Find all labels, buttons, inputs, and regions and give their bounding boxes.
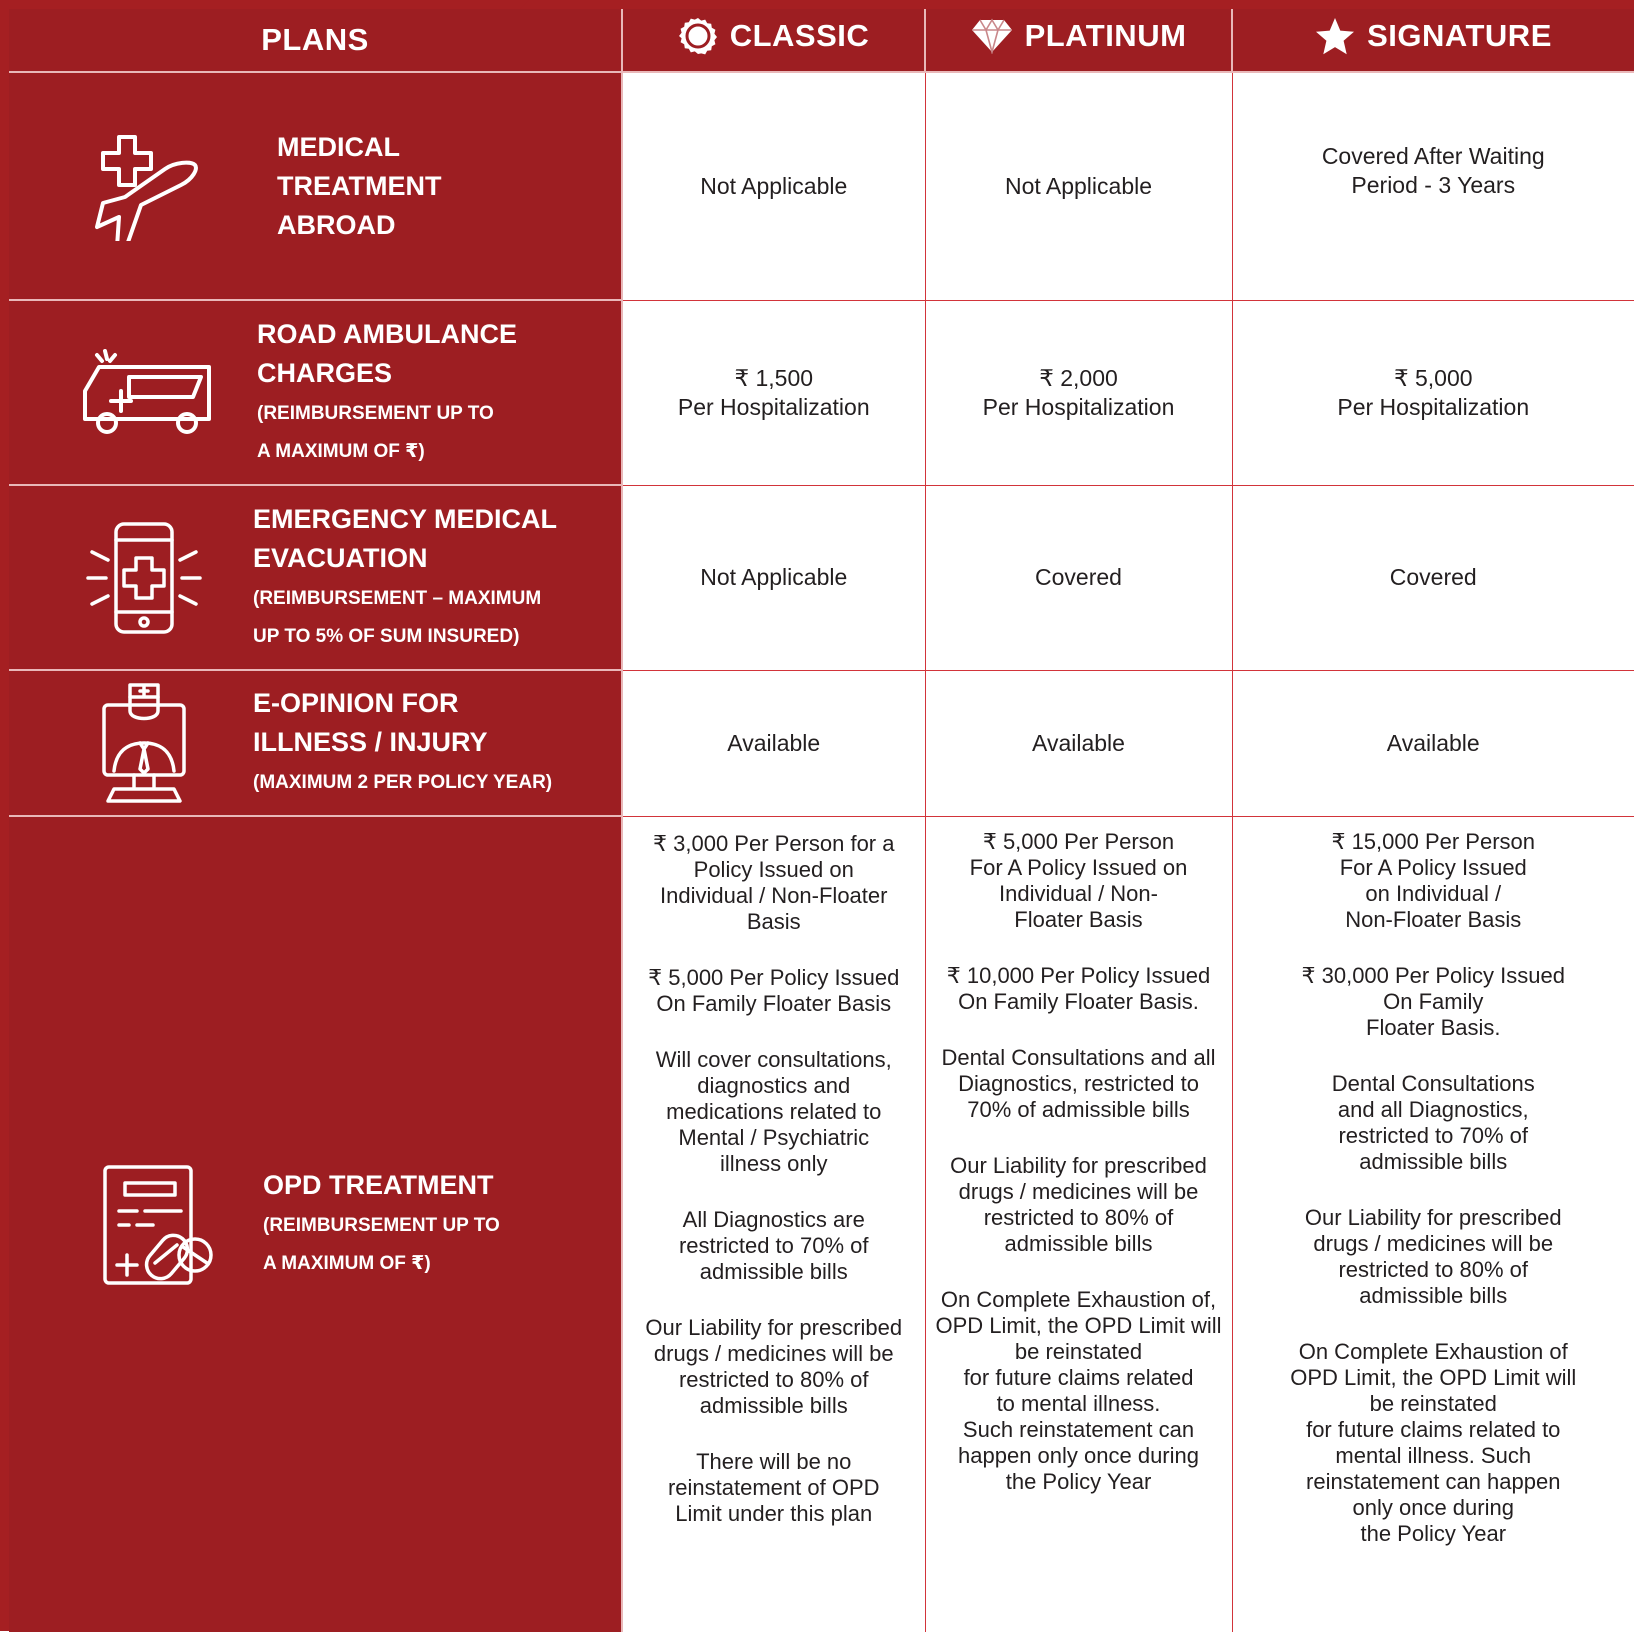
column-header-signature <box>1232 9 1634 72</box>
row-label-medical-treatment-abroad <box>9 72 622 300</box>
row-subtitle: (MAXIMUM 2 PER POLICY YEAR) <box>253 764 621 802</box>
badge-circle-icon <box>678 16 718 56</box>
opd-paragraph: All Diagnostics are restricted to 70% of admissible bills <box>623 1207 925 1285</box>
row-e-opinion <box>9 670 1634 816</box>
cell-platinum-ambulance: ₹ 2,000 Per Hospitalization <box>925 300 1232 485</box>
opd-paragraph: ₹ 30,000 Per Policy Issued On Family Floater Basis. <box>1233 963 1634 1041</box>
row-subtitle: (REIMBURSEMENT UP TO A MAXIMUM OF ₹) <box>263 1207 621 1283</box>
opd-signature-list <box>1233 817 1634 1547</box>
mobile-medical-icon <box>39 518 249 638</box>
column-header-platinum <box>925 9 1232 72</box>
cell-classic-evacuation: Not Applicable <box>622 485 925 670</box>
opd-paragraph: On Complete Exhaustion of OPD Limit, the OPD Limit will be reinstated for future claims related to mental illness. Such reinstatement can happen only once during the Policy Year <box>1233 1339 1634 1547</box>
row-opd-treatment <box>9 816 1634 1632</box>
opd-paragraph: There will be no reinstatement of OPD Limit under this plan <box>623 1449 925 1527</box>
opd-platinum-list <box>926 817 1232 1495</box>
opd-paragraph: Dental Consultations and all Diagnostics, restricted to 70% of admissible bills <box>1233 1071 1634 1175</box>
plane-medical-cross-icon <box>49 131 259 241</box>
cell-platinum-opd <box>925 816 1232 1632</box>
cell-classic-ambulance: ₹ 1,500 Per Hospitalization <box>622 300 925 485</box>
opd-paragraph: On Complete Exhaustion of, OPD Limit, the OPD Limit will be reinstated for future claims related to mental illness. Such reinstatement can happen only once during the Policy Year <box>926 1287 1232 1495</box>
cell-platinum-evacuation: Covered <box>925 485 1232 670</box>
cell-classic-opd <box>622 816 925 1632</box>
classic-label: CLASSIC <box>730 18 870 54</box>
top-accent-bar <box>0 0 1634 9</box>
plans-label: PLANS <box>261 22 369 58</box>
opd-paragraph: ₹ 3,000 Per Person for a Policy Issued on Individual / Non-Floater Basis <box>623 831 925 935</box>
ambulance-icon <box>39 345 249 440</box>
row-medical-treatment-abroad <box>9 72 1634 300</box>
cell-platinum-medical-abroad: Not Applicable <box>925 72 1232 300</box>
row-title: ROAD AMBULANCE CHARGES <box>257 315 621 393</box>
opd-paragraph: ₹ 10,000 Per Policy Issued On Family Floater Basis. <box>926 963 1232 1015</box>
cell-signature-opd <box>1232 816 1634 1632</box>
cell-signature-ambulance: ₹ 5,000 Per Hospitalization <box>1232 300 1634 485</box>
diamond-icon <box>971 18 1013 54</box>
opd-paragraph: Dental Consultations and all Diagnostics, restricted to 70% of admissible bills <box>926 1045 1232 1123</box>
top-accent-notch <box>520 0 529 9</box>
row-subtitle: (REIMBURSEMENT UP TO A MAXIMUM OF ₹) <box>257 395 621 471</box>
row-road-ambulance-charges <box>9 300 1634 485</box>
cell-platinum-eopinion: Available <box>925 670 1232 816</box>
column-header-classic <box>622 9 925 72</box>
cell-classic-medical-abroad: Not Applicable <box>622 72 925 300</box>
star-icon <box>1315 17 1355 55</box>
platinum-label: PLATINUM <box>1025 18 1187 54</box>
table-header-row <box>9 9 1634 72</box>
opd-paragraph: Our Liability for prescribed drugs / medicines will be restricted to 80% of admissible bills <box>623 1315 925 1419</box>
row-emergency-medical-evacuation <box>9 485 1634 670</box>
cell-signature-eopinion: Available <box>1232 670 1634 816</box>
row-label-opd-treatment <box>9 816 622 1632</box>
cell-signature-evacuation: Covered <box>1232 485 1634 670</box>
row-title: MEDICAL TREATMENT ABROAD <box>277 128 621 245</box>
cell-classic-eopinion: Available <box>622 670 925 816</box>
opd-paragraph: Our Liability for prescribed drugs / medicines will be restricted to 80% of admissible bills <box>1233 1205 1634 1309</box>
column-header-plans <box>9 9 622 72</box>
row-title: OPD TREATMENT <box>263 1166 621 1205</box>
opd-paragraph: Will cover consultations, diagnostics and medications related to Mental / Psychiatric illness only <box>623 1047 925 1177</box>
opd-paragraph: Our Liability for prescribed drugs / medicines will be restricted to 80% of admissible bills <box>926 1153 1232 1257</box>
row-label-emergency-evacuation <box>9 485 622 670</box>
doctor-computer-icon <box>39 681 249 805</box>
left-accent-strip <box>0 0 9 1631</box>
opd-paragraph: ₹ 15,000 Per Person For A Policy Issued on Individual / Non-Floater Basis <box>1233 829 1634 933</box>
opd-classic-list <box>623 817 925 1527</box>
cell-signature-medical-abroad: Covered After Waiting Period - 3 Years <box>1232 72 1634 300</box>
plans-comparison-table <box>9 9 1634 1632</box>
opd-paragraph: ₹ 5,000 Per Policy Issued On Family Floater Basis <box>623 965 925 1017</box>
row-title: E-OPINION FOR ILLNESS / INJURY <box>253 684 621 762</box>
prescription-pills-icon <box>69 1163 249 1287</box>
opd-paragraph: ₹ 5,000 Per Person For A Policy Issued on Individual / Non- Floater Basis <box>926 829 1232 933</box>
row-label-road-ambulance <box>9 300 622 485</box>
signature-label: SIGNATURE <box>1367 18 1552 54</box>
row-subtitle: (REIMBURSEMENT – MAXIMUM UP TO 5% OF SUM INSURED) <box>253 580 621 656</box>
row-label-e-opinion <box>9 670 622 816</box>
row-title: EMERGENCY MEDICAL EVACUATION <box>253 500 621 578</box>
